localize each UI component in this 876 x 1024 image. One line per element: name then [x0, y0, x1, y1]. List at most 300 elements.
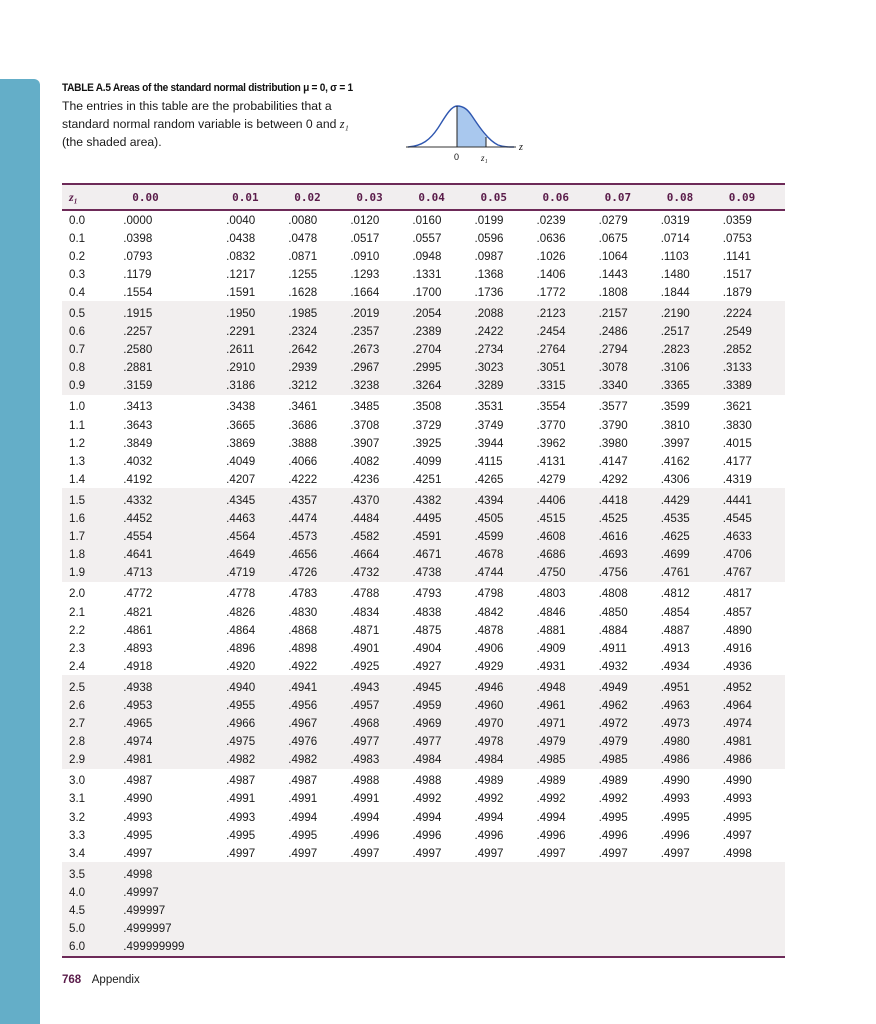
probability-cell: .4995 — [123, 828, 153, 842]
probability-cell: .4997 — [123, 846, 153, 860]
probability-cell: .4821 — [123, 605, 153, 619]
probability-cell — [226, 901, 288, 919]
probability-cell: .3665 — [226, 418, 256, 432]
table-row — [62, 377, 785, 395]
probability-cell: .1103 — [660, 249, 689, 263]
probability-cell — [412, 938, 474, 957]
probability-cell: .3888 — [288, 436, 318, 450]
probability-cell: .4995 — [598, 810, 628, 824]
probability-cell: .1554 — [123, 285, 153, 299]
probability-cell: .4535 — [661, 510, 723, 528]
probability-cell: .0987 — [474, 249, 504, 263]
probability-cell: .0080 — [288, 213, 318, 227]
probability-cell: .4993 — [722, 792, 752, 806]
probability-cell: .4975 — [226, 733, 288, 751]
probability-cell: .499997 — [123, 901, 226, 919]
probability-cell: .4082 — [350, 454, 380, 468]
table-row — [62, 790, 785, 808]
probability-cell: .4778 — [226, 587, 256, 601]
probability-cell: .4649 — [226, 546, 288, 564]
row-z-value: 3.5 — [62, 862, 123, 883]
probability-cell — [474, 883, 536, 901]
probability-cell — [723, 883, 785, 901]
probability-cell: .4738 — [412, 564, 474, 582]
probability-cell: .4991 — [350, 792, 380, 806]
probability-cell: .1064 — [598, 249, 628, 263]
probability-cell: .1736 — [474, 285, 504, 299]
probability-cell: .4963 — [661, 696, 723, 714]
probability-cell: .4961 — [537, 696, 599, 714]
probability-cell: .4995 — [288, 828, 318, 842]
probability-cell: .1179 — [123, 267, 152, 281]
probability-cell: .3413 — [123, 400, 153, 414]
probability-cell: .4788 — [350, 587, 380, 601]
table-row — [62, 844, 785, 862]
probability-cell — [226, 938, 288, 957]
probability-cell: .4938 — [123, 675, 226, 696]
probability-cell — [350, 938, 412, 957]
row-z-value: 4.0 — [62, 883, 123, 901]
row-z-value: 1.3 — [69, 454, 86, 468]
probability-cell: .4838 — [412, 605, 442, 619]
probability-cell: .1879 — [722, 285, 752, 299]
probability-cell: .3238 — [350, 377, 412, 395]
probability-cell: .2224 — [723, 301, 785, 322]
probability-cell: .4861 — [123, 623, 153, 637]
probability-cell: .3461 — [288, 400, 318, 414]
probability-cell: .4525 — [599, 510, 661, 528]
probability-cell: .3962 — [536, 436, 566, 450]
row-z-value: 2.2 — [69, 623, 86, 637]
probability-cell: .1443 — [598, 267, 628, 281]
shaded-area — [457, 106, 486, 147]
probability-cell: .4713 — [123, 564, 226, 582]
probability-cell: .4964 — [723, 696, 785, 714]
probability-cell: .4960 — [474, 696, 536, 714]
probability-cell: .4941 — [288, 675, 350, 696]
probability-cell: .4979 — [599, 733, 661, 751]
probability-cell: .4554 — [123, 528, 226, 546]
table-row — [62, 452, 785, 470]
probability-cell: .1664 — [350, 285, 380, 299]
probability-cell: .4985 — [599, 751, 661, 769]
table-row — [62, 621, 785, 639]
probability-cell: .4032 — [123, 454, 153, 468]
probability-cell: .4955 — [226, 696, 288, 714]
probability-cell: .4162 — [660, 454, 690, 468]
probability-cell: .4927 — [412, 659, 442, 673]
row-z-value: 0.0 — [69, 213, 86, 227]
probability-cell: .3159 — [123, 377, 226, 395]
table-row — [62, 883, 785, 901]
probability-cell: .1368 — [474, 267, 504, 281]
row-z-value: 1.2 — [69, 436, 86, 450]
table-row — [62, 564, 785, 582]
probability-cell: .1700 — [412, 285, 442, 299]
table-row — [62, 341, 785, 359]
table-row — [62, 920, 785, 938]
probability-cell: .4306 — [660, 472, 690, 486]
probability-cell: .4505 — [474, 510, 536, 528]
probability-cell: .2823 — [661, 341, 723, 359]
probability-cell: .2642 — [288, 341, 350, 359]
probability-cell: .4997 — [412, 846, 442, 860]
probability-cell: .4953 — [123, 696, 226, 714]
row-z-value: 2.0 — [69, 587, 86, 601]
table-row — [62, 769, 785, 790]
probability-cell: .3980 — [598, 436, 628, 450]
probability-cell: .4406 — [537, 488, 599, 509]
probability-cell: .2852 — [723, 341, 785, 359]
probability-cell: .4599 — [474, 528, 536, 546]
tick-zero-label: 0 — [454, 152, 460, 162]
probability-cell — [288, 901, 350, 919]
probability-cell: .4846 — [536, 605, 566, 619]
probability-cell: .3790 — [598, 418, 628, 432]
probability-cell: .3925 — [412, 436, 442, 450]
row-z-value: 1.9 — [62, 564, 123, 582]
probability-cell: .4911 — [598, 641, 627, 655]
probability-cell: .4115 — [474, 454, 503, 468]
probability-cell — [350, 883, 412, 901]
probability-cell — [474, 862, 536, 883]
probability-cell: .4545 — [723, 510, 785, 528]
probability-cell: .3264 — [412, 377, 474, 395]
table-row — [62, 582, 785, 603]
probability-cell: .4983 — [350, 751, 412, 769]
probability-cell — [288, 920, 350, 938]
probability-cell: .2704 — [412, 341, 474, 359]
probability-cell: .4633 — [723, 528, 785, 546]
probability-cell: .0910 — [350, 249, 380, 263]
probability-cell: .4382 — [412, 488, 474, 509]
row-z-value: 3.2 — [69, 810, 86, 824]
probability-cell: .4987 — [226, 774, 256, 788]
probability-cell: .4370 — [350, 488, 412, 509]
probability-cell: .3621 — [722, 400, 752, 414]
row-z-value: 1.0 — [69, 400, 86, 414]
column-header: 0.08 — [661, 184, 723, 210]
probability-cell: .2324 — [288, 323, 350, 341]
probability-cell: .0596 — [474, 231, 504, 245]
probability-cell: .4984 — [474, 751, 536, 769]
probability-cell: .4817 — [722, 587, 752, 601]
row-z-value: 0.3 — [69, 267, 86, 281]
table-row — [62, 603, 785, 621]
probability-cell: .4990 — [123, 792, 153, 806]
probability-cell: .4884 — [598, 623, 628, 637]
probability-cell: .4890 — [722, 623, 752, 637]
table-row — [62, 470, 785, 488]
table-row — [62, 901, 785, 919]
probability-cell: .4989 — [598, 774, 628, 788]
probability-cell: .4951 — [661, 675, 723, 696]
probability-cell: .4957 — [350, 696, 412, 714]
probability-cell: .4015 — [722, 436, 752, 450]
table-title: TABLE A.5 Areas of the standard normal distribution μ = 0, σ = 1 — [62, 82, 353, 94]
probability-cell — [537, 862, 599, 883]
probability-cell: .4943 — [350, 675, 412, 696]
probability-cell: .1628 — [288, 285, 318, 299]
probability-cell: .2357 — [350, 323, 412, 341]
probability-cell: .4418 — [599, 488, 661, 509]
table-row — [62, 751, 785, 769]
probability-cell — [226, 883, 288, 901]
probability-cell — [412, 901, 474, 919]
probability-cell: .3849 — [123, 436, 153, 450]
probability-cell: .4993 — [660, 792, 690, 806]
probability-cell: .4992 — [598, 792, 628, 806]
probability-cell: .4812 — [660, 587, 690, 601]
probability-cell: .4931 — [536, 659, 566, 673]
probability-cell: .3078 — [599, 359, 661, 377]
probability-cell: .4875 — [412, 623, 442, 637]
probability-cell: .4564 — [226, 528, 288, 546]
probability-cell: .3830 — [722, 418, 752, 432]
probability-cell: .4929 — [474, 659, 504, 673]
probability-cell: .4732 — [350, 564, 412, 582]
probability-cell: .4979 — [537, 733, 599, 751]
row-z-value: 0.2 — [69, 249, 86, 263]
probability-cell: .4991 — [226, 792, 256, 806]
probability-cell: .4993 — [123, 810, 153, 824]
probability-cell — [412, 862, 474, 883]
row-z-value: 3.0 — [69, 774, 86, 788]
probability-cell: .3997 — [660, 436, 690, 450]
probability-cell: .4916 — [722, 641, 752, 655]
probability-cell: .4207 — [226, 472, 256, 486]
table-row — [62, 715, 785, 733]
probability-cell: .4881 — [536, 623, 566, 637]
table-row — [62, 657, 785, 675]
probability-cell: .1772 — [536, 285, 566, 299]
probability-cell: .4997 — [288, 846, 318, 860]
probability-cell: .4989 — [536, 774, 566, 788]
column-header: 0.02 — [288, 184, 350, 210]
probability-cell: .4976 — [288, 733, 350, 751]
probability-cell: .4991 — [288, 792, 318, 806]
probability-cell: .4706 — [723, 546, 785, 564]
row-z-value: 2.5 — [62, 675, 123, 696]
probability-cell: .4236 — [350, 472, 380, 486]
probability-cell: .4998 — [722, 846, 752, 860]
probability-cell: .4952 — [723, 675, 785, 696]
probability-cell: .4994 — [412, 810, 442, 824]
probability-cell: .1406 — [536, 267, 566, 281]
probability-cell: .4906 — [474, 641, 504, 655]
probability-cell — [226, 920, 288, 938]
probability-cell: .3365 — [661, 377, 723, 395]
row-z-value: 2.4 — [69, 659, 86, 673]
probability-cell: .0714 — [660, 231, 690, 245]
probability-cell: .4994 — [536, 810, 566, 824]
probability-cell: .2580 — [123, 341, 226, 359]
probability-cell — [537, 883, 599, 901]
page-footer — [62, 974, 140, 986]
table-row — [62, 862, 785, 883]
table-body — [62, 210, 785, 957]
probability-cell: .4986 — [723, 751, 785, 769]
probability-cell — [474, 938, 536, 957]
probability-cell: .1591 — [226, 285, 256, 299]
probability-cell: .4968 — [350, 715, 412, 733]
probability-cell: .4920 — [226, 659, 256, 673]
probability-cell — [599, 883, 661, 901]
probability-cell: .0557 — [412, 231, 442, 245]
probability-cell: .4686 — [537, 546, 599, 564]
probability-cell: .3531 — [474, 400, 504, 414]
row-z-value: 3.1 — [69, 792, 86, 806]
table-row — [62, 229, 785, 247]
probability-cell: .4625 — [661, 528, 723, 546]
probability-cell: .1517 — [722, 267, 752, 281]
probability-cell: .4967 — [288, 715, 350, 733]
probability-cell: .4474 — [288, 510, 350, 528]
probability-cell: .4871 — [350, 623, 380, 637]
probability-cell: .4987 — [123, 774, 153, 788]
probability-cell: .4515 — [537, 510, 599, 528]
probability-cell: .4995 — [660, 810, 690, 824]
probability-cell: .1026 — [536, 249, 566, 263]
probability-cell: .4671 — [412, 546, 474, 564]
row-z-value: 1.5 — [62, 488, 123, 509]
row-z-value: 1.6 — [62, 510, 123, 528]
row-z-value: 0.6 — [62, 323, 123, 341]
probability-cell: .4345 — [226, 488, 288, 509]
probability-cell: .4966 — [226, 715, 288, 733]
probability-cell: .2257 — [123, 323, 226, 341]
probability-cell: .2291 — [226, 323, 288, 341]
probability-cell: .4956 — [288, 696, 350, 714]
probability-cell: .4803 — [536, 587, 566, 601]
table-row — [62, 359, 785, 377]
probability-cell: .4049 — [226, 454, 256, 468]
probability-cell: .3577 — [598, 400, 628, 414]
probability-cell: .4913 — [660, 641, 690, 655]
column-header: 0.01 — [226, 184, 288, 210]
probability-cell: .4970 — [474, 715, 536, 733]
table-row — [62, 416, 785, 434]
probability-cell: .4830 — [288, 605, 318, 619]
probability-cell: .4934 — [660, 659, 690, 673]
row-z-value: 0.8 — [62, 359, 123, 377]
probability-cell: .4982 — [226, 751, 288, 769]
table-caption — [62, 82, 402, 151]
probability-cell: .4982 — [288, 751, 350, 769]
page-number: 768 — [62, 974, 82, 986]
probability-cell: .1950 — [226, 301, 288, 322]
probability-cell: .2517 — [661, 323, 723, 341]
probability-cell: .4868 — [288, 623, 318, 637]
probability-cell: .4756 — [599, 564, 661, 582]
probability-cell: .4965 — [123, 715, 226, 733]
probability-cell: .4990 — [660, 774, 690, 788]
probability-cell: .2389 — [412, 323, 474, 341]
probability-cell: .0832 — [226, 249, 256, 263]
probability-cell — [661, 883, 723, 901]
row-z-value: 3.4 — [69, 846, 86, 860]
probability-cell: .0478 — [288, 231, 318, 245]
probability-cell — [474, 901, 536, 919]
probability-cell: .4656 — [288, 546, 350, 564]
probability-cell: .4726 — [288, 564, 350, 582]
probability-cell: .4945 — [412, 675, 474, 696]
probability-cell — [288, 883, 350, 901]
probability-cell: .4997 — [350, 846, 380, 860]
probability-cell: .3340 — [599, 377, 661, 395]
table-row — [62, 395, 785, 416]
probability-cell: .4974 — [723, 715, 785, 733]
probability-cell: .4484 — [350, 510, 412, 528]
probability-cell: .4719 — [226, 564, 288, 582]
row-z-value: 3.3 — [69, 828, 86, 842]
probability-cell: .2088 — [474, 301, 536, 322]
probability-cell: .4909 — [536, 641, 566, 655]
row-z-value: 1.7 — [62, 528, 123, 546]
probability-cell: .4949 — [599, 675, 661, 696]
probability-cell — [226, 862, 288, 883]
column-header: 0.04 — [412, 184, 474, 210]
probability-cell: .1844 — [660, 285, 690, 299]
probability-cell — [288, 938, 350, 957]
probability-cell: .4878 — [474, 623, 504, 637]
probability-cell: .4429 — [661, 488, 723, 509]
probability-cell: .4761 — [661, 564, 723, 582]
probability-cell: .1141 — [722, 249, 751, 263]
probability-cell: .4798 — [474, 587, 504, 601]
probability-cell — [412, 920, 474, 938]
probability-cell: .3315 — [537, 377, 599, 395]
probability-cell: .3554 — [536, 400, 566, 414]
probability-cell: .2157 — [599, 301, 661, 322]
probability-cell: .4319 — [722, 472, 752, 486]
probability-cell: .4495 — [412, 510, 474, 528]
row-z-value: 2.6 — [62, 696, 123, 714]
probability-cell: .4948 — [537, 675, 599, 696]
probability-cell: .4842 — [474, 605, 504, 619]
probability-cell: .3770 — [536, 418, 566, 432]
probability-cell: .4922 — [288, 659, 318, 673]
probability-cell: .0438 — [226, 231, 256, 245]
probability-cell: .4959 — [412, 696, 474, 714]
probability-cell — [350, 920, 412, 938]
probability-cell: .4693 — [599, 546, 661, 564]
column-header: 0.09 — [723, 184, 785, 210]
probability-cell — [661, 938, 723, 957]
probability-cell: .4918 — [123, 659, 153, 673]
probability-cell: .2123 — [537, 301, 599, 322]
probability-cell: .4099 — [412, 454, 442, 468]
probability-cell: .4292 — [598, 472, 628, 486]
table-row — [62, 639, 785, 657]
probability-cell: .4641 — [123, 546, 226, 564]
probability-cell: .4997 — [536, 846, 566, 860]
normal-curve-figure — [402, 100, 532, 168]
probability-cell: .4981 — [723, 733, 785, 751]
probability-cell: .1255 — [288, 267, 318, 281]
probability-cell: .3869 — [226, 436, 256, 450]
row-z-value: 2.9 — [62, 751, 123, 769]
probability-cell: .4977 — [350, 733, 412, 751]
table-row — [62, 323, 785, 341]
probability-cell: .0120 — [350, 213, 380, 227]
probability-cell: .2019 — [350, 301, 412, 322]
probability-cell — [723, 920, 785, 938]
probability-cell: .1985 — [288, 301, 350, 322]
probability-cell — [599, 901, 661, 919]
table-row — [62, 265, 785, 283]
probability-cell: .4222 — [288, 472, 318, 486]
